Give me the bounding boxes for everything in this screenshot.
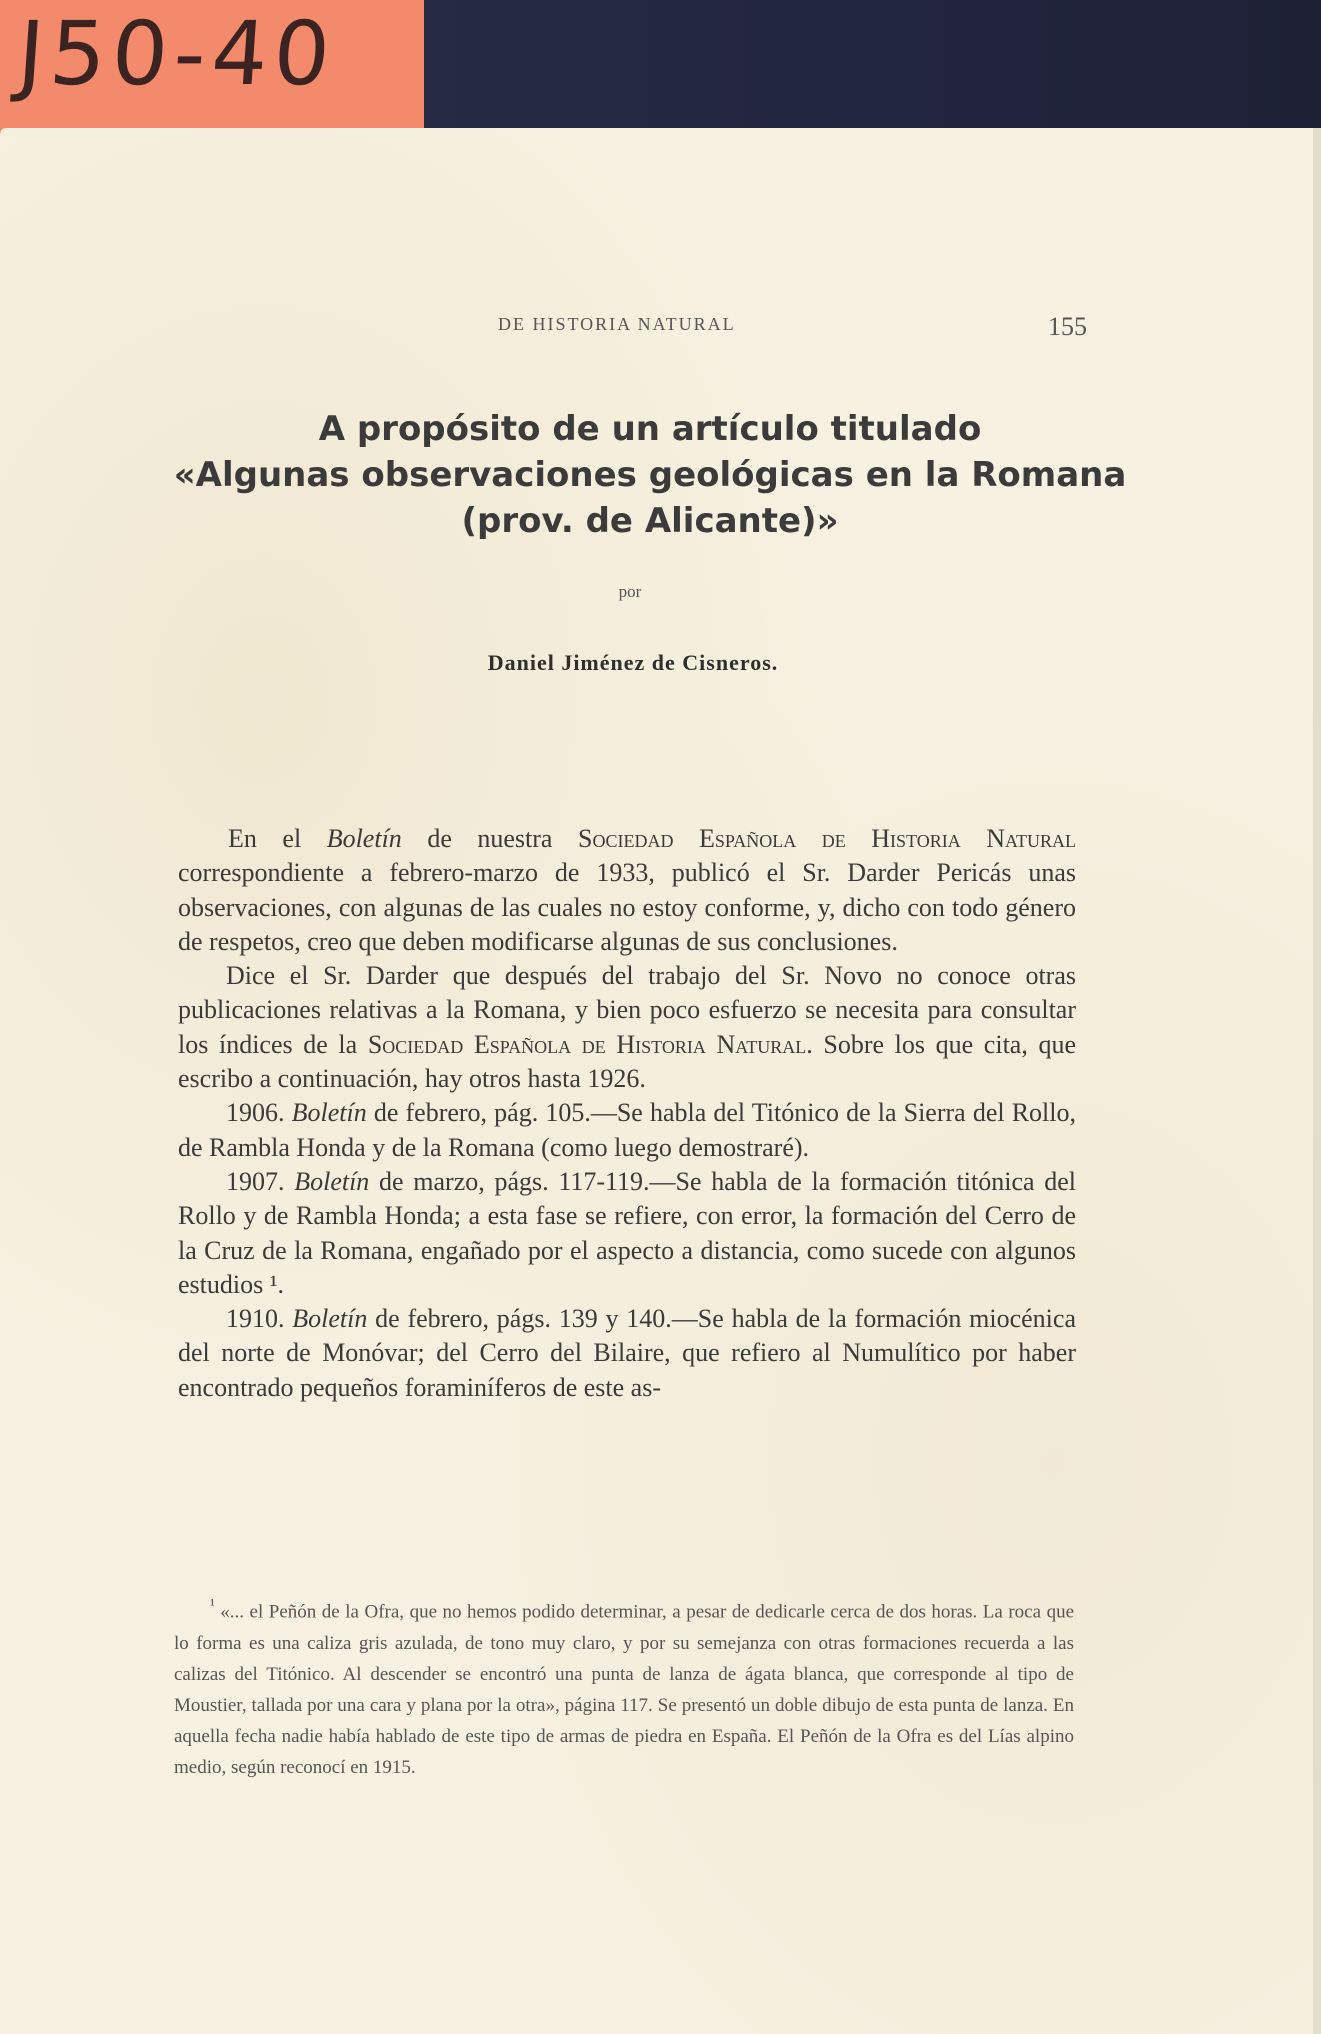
- byline-por: por: [618, 582, 642, 601]
- paragraph: 1907. Boletín de marzo, págs. 117-119.—Se habla de la formación titónica del Rollo y de Rambla Honda; a esta fase se refiere, con error, la formación del Cerro de la Cruz de la Romana, engañado por el aspecto a distancia, como sucede con algunos estudios ¹.: [178, 1166, 1077, 1299]
- article-title: [150, 406, 1150, 544]
- footnote: [174, 1590, 1074, 1784]
- handwritten-tag: J50-40: [14, 2, 340, 105]
- page-number: 155: [1048, 312, 1087, 341]
- paragraph: Dice el Sr. Darder que después del trabajo del Sr. Novo no conoce otras publicaciones relativas a la Romana, y bien poco esfuerzo se necesita para consultar los índices de la Sociedad Española de Historia Natural. Sobre los que cita, que escribo a continuación, hay otros hasta 1926.: [178, 961, 1077, 1094]
- paragraph: 1910. Boletín de febrero, págs. 139 y 140.—Se habla de la formación miocénica del norte de Monóvar; del Cerro del Bilaire, que refiero al Numulítico por haber encontrado pequeños foraminíferos de este as-: [178, 1304, 1076, 1402]
- handwritten-sticky-note: [0, 0, 424, 132]
- paragraph: En el Boletín de nuestra Sociedad Española de Historia Natural correspondiente a febrero-marzo de 1933, publicó el Sr. Darder Pericás unas observaciones, con algunas de las cuales no estoy conforme, y, dicho con todo género de respetos, creo que deben modificarse algunas de sus conclusiones.: [178, 824, 1077, 956]
- footnote-text: $^{^1}$ «... el Peñón de la Ofra, que no hemos podido determinar, a pesar de dedicarle cerca de dos horas. La roca que lo forma es una caliza gris azulada, de tono muy claro, y por su semejanza con otras formaciones recuerda a las calizas del Titónico. Al descender se encontró una punta de lanza de ágata blanca, que corresponde al tipo de Moustier, tallada por una cara y plana por la otra», página 117. Se presentó un doble dibujo de esta punta de lanza. En aquella fecha nadie había hablado de este tipo de armas de piedra en España. El Peñón de la Ofra es del Lías alpino medio, según reconocí en 1915.: [174, 1597, 1075, 1779]
- title-line: «Algunas observaciones geológicas en la Romana: [173, 455, 1127, 495]
- page-edge: [1313, 128, 1321, 2034]
- footnote-marker: ¹: [210, 1597, 215, 1614]
- author-name: Daniel Jiménez de Cisneros.: [487, 650, 779, 675]
- article-body: [178, 822, 1076, 1405]
- title-line: A propósito de un artículo titulado: [318, 409, 982, 449]
- paragraph: 1906. Boletín de febrero, pág. 105.—Se habla del Titónico de la Sierra del Rollo, de Rambla Honda y de la Romana (como luego demostraré).: [178, 1098, 1076, 1162]
- title-line: (prov. de Alicante)»: [461, 501, 839, 541]
- running-header: DE HISTORIA NATURAL: [498, 314, 736, 334]
